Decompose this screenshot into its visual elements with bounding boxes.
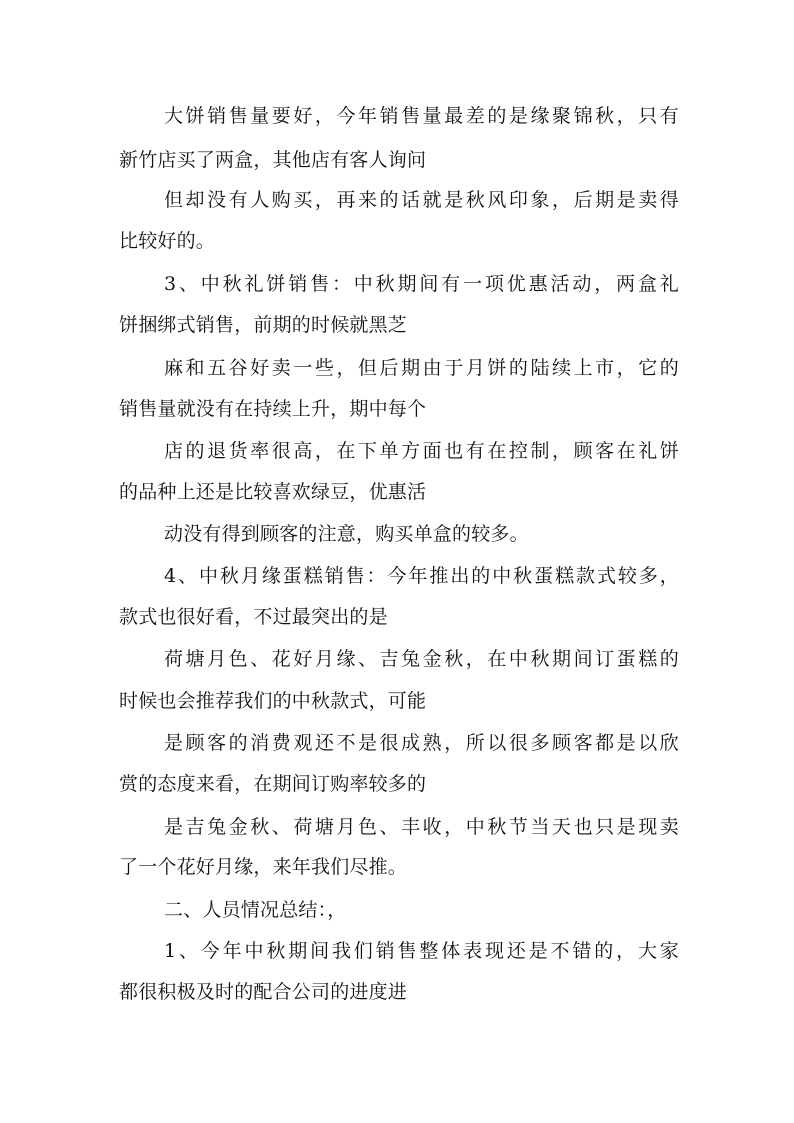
- text-line: 比较好的。: [119, 230, 216, 252]
- text-line: 大饼销售量要好，今年销售量最差的是缘聚锦秋，只有: [164, 105, 679, 127]
- text-line: 了一个花好月缘，来年我们尽推。: [119, 856, 408, 878]
- text-line: 款式也很好看，不过最突出的是: [119, 606, 388, 628]
- text-line: 是吉兔金秋、荷塘月色、丰收，中秋节当天也只是现卖: [164, 816, 679, 838]
- text-line: 赏的态度来看，在期间订购率较多的: [119, 773, 427, 795]
- text-line: 饼捆绑式销售，前期的时候就黑芝: [119, 314, 408, 336]
- text-line: 但却没有人购买，再来的话就是秋风印象，后期是卖得: [164, 189, 679, 211]
- text-line: 动没有得到顾客的注意，购买单盒的较多。: [164, 523, 529, 545]
- text-line: 1、今年中秋期间我们销售整体表现还是不错的，大家: [164, 940, 679, 962]
- text-line: 荷塘月色、花好月缘、吉兔金秋，在中秋期间订蛋糕的: [164, 648, 679, 670]
- text-line: 新竹店买了两盒，其他店有客人询问: [119, 149, 427, 171]
- text-line: 4、中秋月缘蛋糕销售：今年推出的中秋蛋糕款式较多，: [164, 565, 679, 587]
- text-line: 麻和五谷好卖一些，但后期由于月饼的陆续上市，它的: [164, 357, 679, 379]
- text-line: 3、中秋礼饼销售：中秋期间有一项优惠活动，两盒礼: [164, 273, 679, 295]
- text-line: 都很积极及时的配合公司的进度进: [119, 981, 408, 1003]
- text-line: 是顾客的消费观还不是很成熟，所以很多顾客都是以欣: [164, 732, 679, 754]
- text-line: 销售量就没有在持续上升，期中每个: [119, 398, 427, 420]
- text-line: 店的退货率很高，在下单方面也有在控制，顾客在礼饼: [164, 440, 679, 462]
- text-line: 的品种上还是比较喜欢绿豆，优惠活: [119, 481, 427, 503]
- section-heading: 二、人员情况总结：，: [164, 899, 347, 921]
- text-line: 时候也会推荐我们的中秋款式，可能: [119, 690, 427, 712]
